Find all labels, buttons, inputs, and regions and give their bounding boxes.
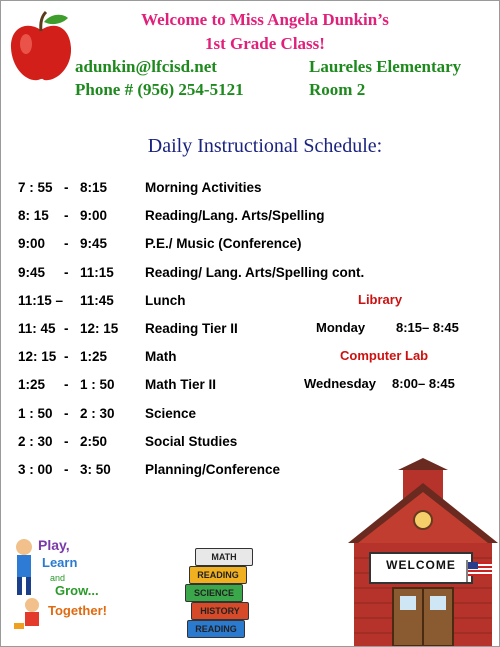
book-spine <box>191 602 249 620</box>
apple-icon <box>6 10 76 85</box>
grow-word: Grow... <box>55 583 99 598</box>
schedule-separator: - <box>64 236 69 252</box>
schedule-activity: Morning Activities <box>145 180 262 195</box>
schedule-start-time: 2 : 30 <box>18 433 53 449</box>
schedule-separator: - <box>64 462 69 477</box>
library-time: 8:15– 8:45 <box>396 320 459 335</box>
email-text: adunkin@lfcisd.net <box>75 57 217 76</box>
and-word: and <box>50 573 66 583</box>
welcome-line-2: 1st Grade Class! <box>205 34 325 53</box>
schedule-activity: Math <box>145 349 177 365</box>
schedule-separator: - <box>64 405 69 421</box>
schedule-activity: Social Studies <box>145 433 238 449</box>
schedule-start-time: 1 : 50 <box>18 405 53 421</box>
book-spine <box>185 584 243 602</box>
books-stack-clipart <box>183 540 253 640</box>
schedule-end-time: 1 : 50 <box>80 377 115 393</box>
schedule-start-time: 9:45 <box>18 264 46 280</box>
library-label: Library <box>358 292 403 307</box>
schedule-separator: - <box>64 321 69 336</box>
schedule-end-time: 11:15 <box>80 264 114 280</box>
computer-lab-time: 8:00– 8:45 <box>392 376 455 391</box>
schedule-separator: - <box>64 349 69 365</box>
schedule-end-time: 9:00 <box>80 208 108 224</box>
room-number: Room 2 <box>309 80 366 99</box>
learn-word: Learn <box>42 555 78 570</box>
book-title: HISTORY <box>200 606 240 616</box>
welcome-heading <box>110 8 420 56</box>
together-word: Together! <box>48 603 107 618</box>
schedule-end-time: 2:50 <box>80 433 108 449</box>
schedule-start-time: 12: 15 <box>18 349 57 365</box>
schedule-activity: Reading/ Lang. Arts/Spelling cont. <box>145 264 365 280</box>
schedule-activity: Planning/Conference <box>145 462 281 477</box>
schedule-start-time: 8: 15 <box>18 208 49 224</box>
schedule-end-time: 1:25 <box>80 349 108 365</box>
book-spine <box>189 566 247 584</box>
schedule-end-time: 8:15 <box>80 180 108 195</box>
schedule-title: Daily Instructional Schedule: <box>147 135 383 157</box>
us-flag-icon <box>466 560 494 582</box>
welcome-sign-text: WELCOME <box>386 558 456 572</box>
schedule-end-time: 3: 50 <box>80 462 111 477</box>
schedule-separator: - <box>64 264 69 280</box>
book-title: READING <box>197 570 239 580</box>
book-title: READING <box>195 624 237 634</box>
schedule-start-time: 11: 45 <box>18 321 56 336</box>
schedule-start-time: 7 : 55 <box>18 180 53 195</box>
schedule-activity: P.E./ Music (Conference) <box>145 236 302 252</box>
schedule-start-time: 11:15 – <box>18 292 64 308</box>
book-title: SCIENCE <box>193 588 234 598</box>
schedule-start-time: 1:25 <box>18 377 46 393</box>
schedule-activity: Reading/Lang. Arts/Spelling <box>145 208 325 224</box>
book-spine <box>195 548 253 566</box>
school-name: Laureles Elementary <box>309 57 462 76</box>
schedule-end-time: 12: 15 <box>80 321 119 336</box>
welcome-line-1: Welcome to Miss Angela Dunkin’s <box>141 10 389 29</box>
schoolhouse-icon <box>348 458 498 646</box>
schedule-separator: - <box>64 208 69 224</box>
schedule-activity: Math Tier II <box>145 377 217 393</box>
schedule-activity: Science <box>145 405 197 421</box>
schedule-end-time: 2 : 30 <box>80 405 115 421</box>
schedule-end-time: 11:45 <box>80 292 114 308</box>
phone-text: Phone # (956) 254-5121 <box>75 80 244 99</box>
schedule-start-time: 9:00 <box>18 236 46 252</box>
schedule-separator: - <box>64 433 69 449</box>
schedule-end-time: 9:45 <box>80 236 108 252</box>
schedule-activity: Reading Tier II <box>145 321 238 336</box>
schedule-start-time: 3 : 00 <box>18 462 53 477</box>
library-day: Monday <box>316 320 366 335</box>
schedule-separator: - <box>64 377 69 393</box>
book-spine <box>187 620 245 638</box>
play-word: Play, <box>38 537 70 553</box>
play-learn-grow-clipart <box>10 535 105 640</box>
computer-lab-label: Computer Lab <box>340 348 429 363</box>
computer-lab-day: Wednesday <box>304 376 377 391</box>
schedule-separator: - <box>64 180 69 195</box>
schedule-activity: Lunch <box>145 292 186 308</box>
book-title: MATH <box>211 552 237 562</box>
